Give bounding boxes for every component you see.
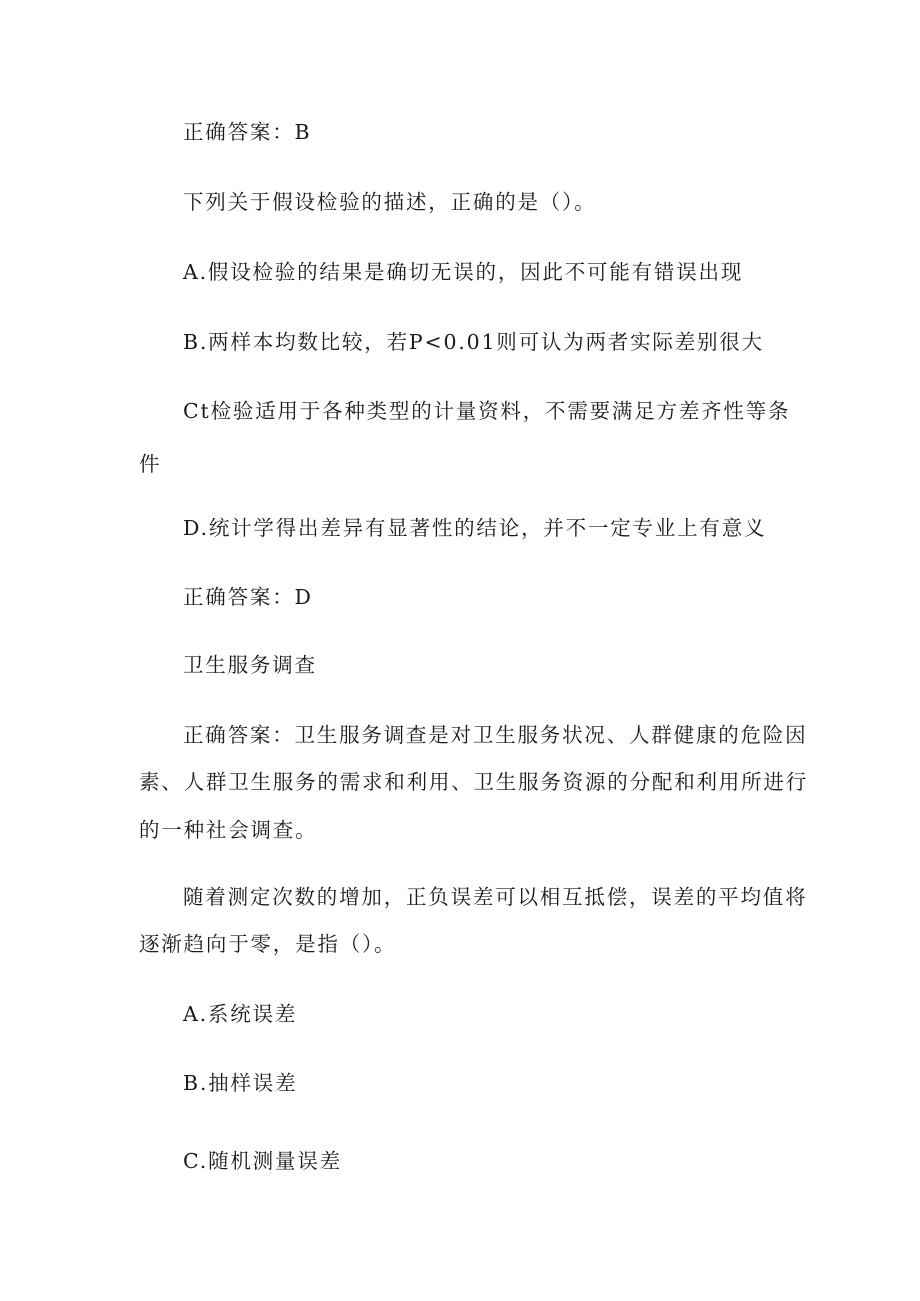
term-heading: 卫生服务调查 bbox=[183, 653, 317, 677]
option-a: A.假设检验的结果是确切无误的，因此不可能有错误出现 bbox=[183, 260, 744, 284]
question-2-line-1: 随着测定次数的增加，正负误差可以相互抵偿，误差的平均值将 bbox=[183, 885, 808, 909]
option-2-b: B.抽样误差 bbox=[183, 1071, 298, 1095]
question-2-line-2: 逐渐趋向于零，是指（）。 bbox=[139, 932, 397, 956]
option-d: D.统计学得出差异有显著性的结论，并不一定专业上有意义 bbox=[183, 516, 767, 540]
option-2-a: A.系统误差 bbox=[183, 1002, 298, 1026]
question-1: 下列关于假设检验的描述，正确的是（）。 bbox=[183, 190, 597, 214]
option-c: Ct检验适用于各种类型的计量资料，不需要满足方差齐性等条 bbox=[183, 399, 791, 423]
definition-line-1: 正确答案：卫生服务调查是对卫生服务状况、人群健康的危险因 bbox=[183, 723, 808, 747]
answer-line-1: 正确答案：B bbox=[183, 120, 312, 144]
option-b: B.两样本均数比较，若P<0.01则可认为两者实际差别很大 bbox=[183, 330, 764, 354]
option-c-continued: 件 bbox=[139, 452, 162, 476]
option-2-c: C.随机测量误差 bbox=[183, 1149, 342, 1173]
answer-line-2: 正确答案：D bbox=[183, 585, 313, 609]
definition-line-2: 素、人群卫生服务的需求和利用、卫生服务资源的分配和利用所进行 bbox=[139, 770, 808, 794]
definition-line-3: 的一种社会调查。 bbox=[139, 818, 318, 842]
